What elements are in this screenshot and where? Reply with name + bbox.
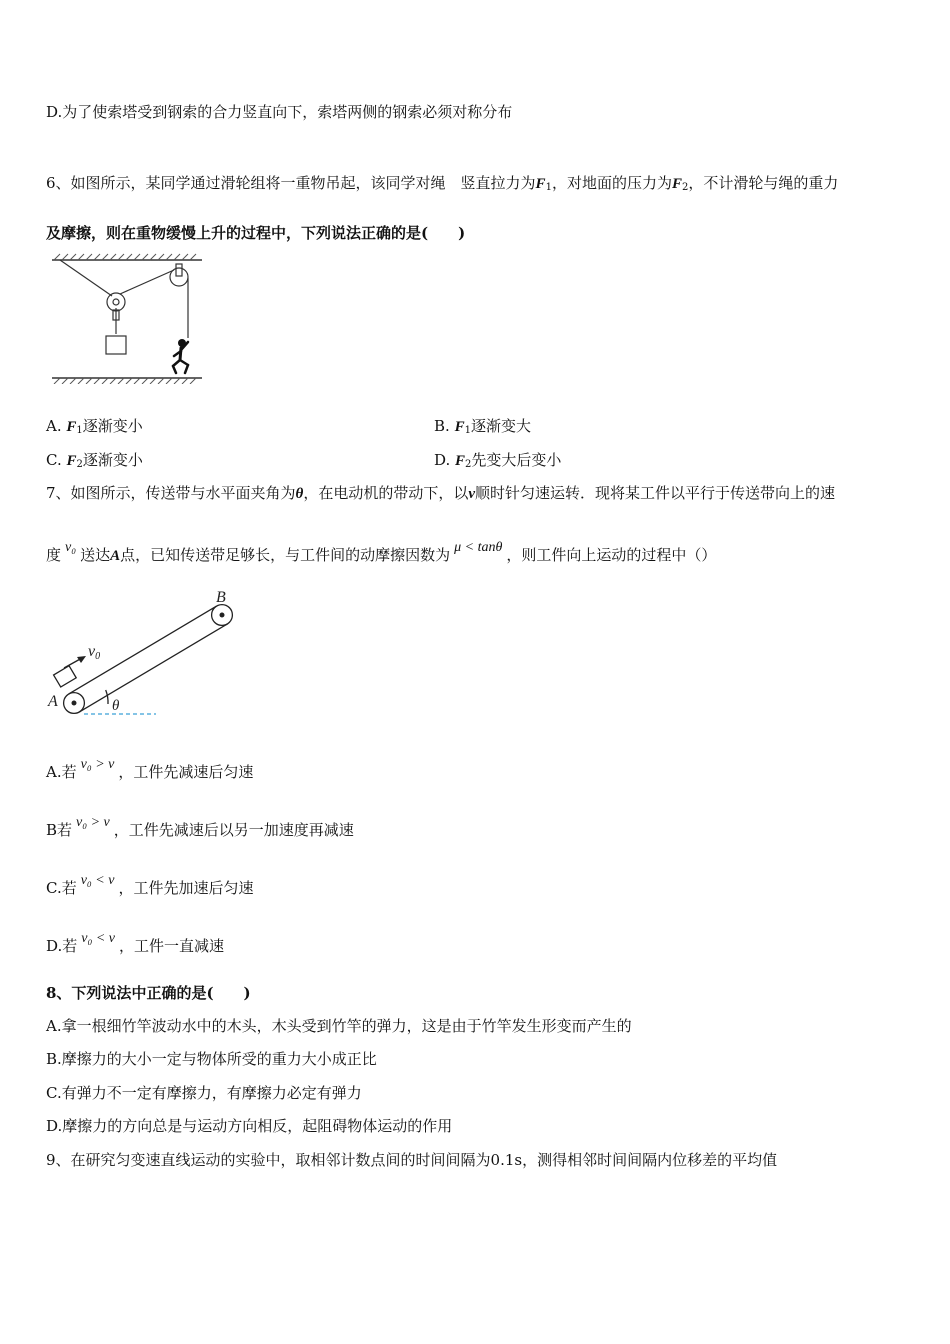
q6-option-a: A. $F_1$逐渐变小	[46, 417, 143, 436]
q6-option-d: D. $F_2$先变大后变小	[434, 451, 562, 470]
q6-stem-part-c: ，不计滑轮与绳的重力	[688, 174, 839, 192]
q7-option-d: D.若 v₀ < v ，工件一直减速	[46, 931, 225, 955]
q8-option-c: C.有弹力不一定有摩擦力，有摩擦力必定有弹力	[46, 1084, 362, 1102]
q6-option-b: B. $F_1$逐渐变大	[434, 417, 531, 436]
q6-stem-part-b: ，对地面的压力为	[551, 174, 672, 192]
q7-stem-line2: 度 v₀ 送达A点，已知传送带足够长，与工件间的动摩擦因数为 μ < tanθ ，则工件向上运动的过程中（）	[46, 540, 717, 564]
q8-stem: 8、下列说法中正确的是( )	[46, 984, 251, 1002]
q6-f1-sub: 1	[545, 182, 552, 193]
label-b: B	[216, 589, 226, 606]
q7-option-a: A.若 v₀ > v ，工件先减速后匀速	[46, 757, 254, 781]
conveyor-belt-diagram	[44, 586, 256, 722]
label-a: A	[48, 693, 58, 710]
q7-option-c: C.若 v₀ < v ，工件先加速后匀速	[46, 873, 254, 897]
q7-stem-line1: 7、如图所示，传送带与水平面夹角为θ，在电动机的带动下，以v顺时针匀速运转．现将某工件以平行于传送带向上的速	[46, 484, 836, 502]
q6-f2-sub: 2	[681, 182, 689, 193]
q6-option-c: C. $F_2$逐渐变小	[46, 451, 143, 470]
q6-stem-part-a: 6、如图所示，某同学通过滑轮组将一重物吊起，该同学对绳 竖直拉力为	[46, 174, 536, 192]
q6-stem-line1	[46, 173, 838, 198]
q6-f2: F	[671, 176, 682, 192]
q8-option-d: D.摩擦力的方向总是与运动方向相反，起阻碍物体运动的作用	[46, 1117, 453, 1135]
q9-stem: 9、在研究匀变速直线运动的实验中，取相邻计数点间的时间间隔为0.1s，测得相邻时间间隔内位移差的平均值	[46, 1151, 778, 1169]
q6-f1: F	[535, 176, 546, 192]
label-theta: θ	[112, 698, 120, 714]
label-v0: v0	[88, 643, 101, 662]
q6-stem-line2: 及摩擦，则在重物缓慢上升的过程中，下列说法正确的是( )	[46, 224, 466, 242]
q8-option-a: A.拿一根细竹竿波动水中的木头，木头受到竹竿的弹力，这是由于竹竿发生形变而产生的	[46, 1017, 632, 1035]
q5-option-d: D.为了使索塔受到钢索的合力竖直向下，索塔两侧的钢索必须对称分布	[46, 103, 513, 121]
pulley-diagram	[50, 252, 206, 384]
q8-option-b: B.摩擦力的大小一定与物体所受的重力大小成正比	[46, 1050, 377, 1068]
q7-option-b: B若 v₀ > v ，工件先减速后以另一加速度再减速	[46, 815, 354, 839]
